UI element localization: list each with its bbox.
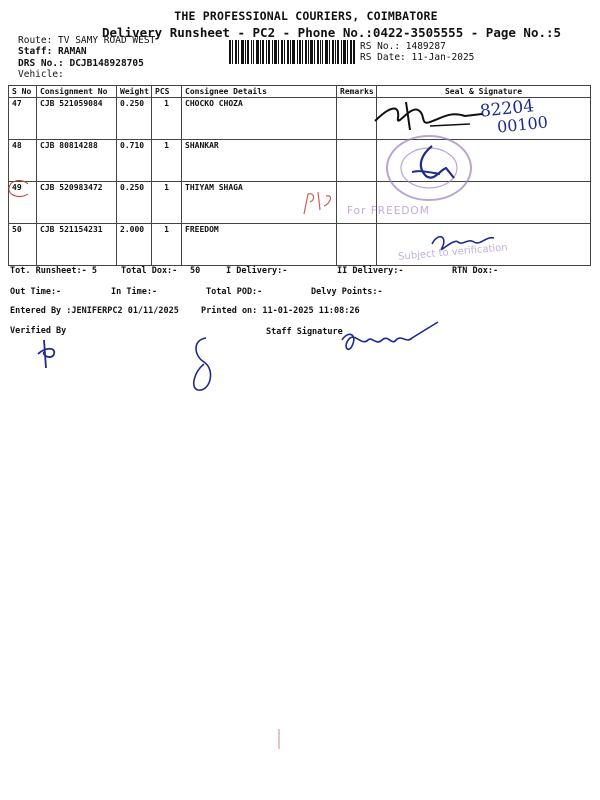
cell-consignment: CJB 520983472: [37, 182, 117, 224]
column-header: Seal & Signature: [377, 86, 591, 98]
red-circle-mark: [6, 178, 32, 200]
entered-by: Entered By :JENIFERPC2 01/11/2025: [10, 306, 179, 316]
handwritten-number-top: 82204: [479, 96, 535, 122]
in-time: In Time:-: [111, 287, 158, 297]
total-dox-label: Total Dox:-: [121, 266, 178, 276]
cell-consignee: CHOCKO CHOZA: [182, 98, 337, 140]
stamp-text-verification: Subject to verification: [397, 242, 509, 263]
column-header: Remarks: [337, 86, 377, 98]
red-initials: [300, 186, 340, 218]
cell-consignee: THIYAM SHAGA: [182, 182, 337, 224]
cell-consignee: SHANKAR: [182, 140, 337, 182]
column-header: Consignee Details: [182, 86, 337, 98]
cell-remarks: [337, 224, 377, 266]
red-pen-mark: [276, 728, 282, 750]
cell-weight: 0.710: [117, 140, 152, 182]
cell-weight: 2.000: [117, 224, 152, 266]
cell-sno: 49: [9, 182, 37, 224]
round-stamp-seal: [384, 132, 479, 202]
i-delivery: I Delivery:-: [226, 266, 288, 276]
handwritten-number-bottom: 00100: [496, 112, 549, 137]
out-time: Out Time:-: [10, 287, 62, 297]
cell-sno: 47: [9, 98, 37, 140]
cell-sno: 48: [9, 140, 37, 182]
cell-consignee: FREEDOM: [182, 224, 337, 266]
verified-by-label: Verified By: [10, 326, 67, 336]
cell-consignment: CJB 521154231: [37, 224, 117, 266]
rs-number: RS No.: 1489287: [360, 41, 446, 52]
runsheet-title: Delivery Runsheet - PC2 - Phone No.:0422-3505555 - Page No.:5: [102, 25, 562, 40]
rtn-dox: RTN Dox:-: [452, 266, 499, 276]
column-header: Weight: [117, 86, 152, 98]
column-header: Consignment No: [37, 86, 117, 98]
total-pod: Total POD:-: [206, 287, 263, 297]
cell-remarks: [337, 140, 377, 182]
verified-signature-2: [186, 334, 220, 396]
cell-remarks: [337, 182, 377, 224]
signature-row-50: [428, 230, 500, 258]
cell-weight: 0.250: [117, 98, 152, 140]
cell-pcs: 1: [152, 182, 182, 224]
company-title: THE PROFESSIONAL COURIERS, COIMBATORE: [174, 9, 438, 23]
staff-signature: [338, 316, 442, 360]
cell-sno: 50: [9, 224, 37, 266]
cell-pcs: 1: [152, 98, 182, 140]
barcode: [229, 40, 355, 64]
tot-runsheet: Tot. Runsheet:- 5: [10, 266, 97, 276]
cell-pcs: 1: [152, 140, 182, 182]
column-header: S No: [9, 86, 37, 98]
route-label: Route: TV SAMY ROAD WEST: [18, 35, 156, 46]
cell-consignment: CJB 521059084: [37, 98, 117, 140]
staff-signature-label: Staff Signature: [266, 327, 343, 337]
printed-on: Printed on: 11-01-2025 11:08:26: [201, 306, 360, 316]
ii-delivery: II Delivery:-: [337, 266, 404, 276]
stamp-text-for-freedom: For FREEDOM: [347, 205, 430, 217]
table-header-row: [9, 86, 591, 98]
column-header: PCS: [152, 86, 182, 98]
cell-pcs: 1: [152, 224, 182, 266]
cell-consignment: CJB 80814288: [37, 140, 117, 182]
verified-signature-1: [36, 338, 60, 370]
total-dox-value: 50: [190, 266, 201, 276]
cell-weight: 0.250: [117, 182, 152, 224]
signature-row-47: [370, 96, 490, 136]
table-row: [9, 140, 591, 182]
delvy-points: Delvy Points:-: [311, 287, 383, 297]
vehicle-label: Vehicle:: [18, 69, 64, 80]
drs-number: DRS No.: DCJB148928705: [18, 58, 144, 69]
staff-label: Staff: RAMAN: [18, 46, 87, 57]
rs-date: RS Date: 11-Jan-2025: [360, 52, 475, 63]
